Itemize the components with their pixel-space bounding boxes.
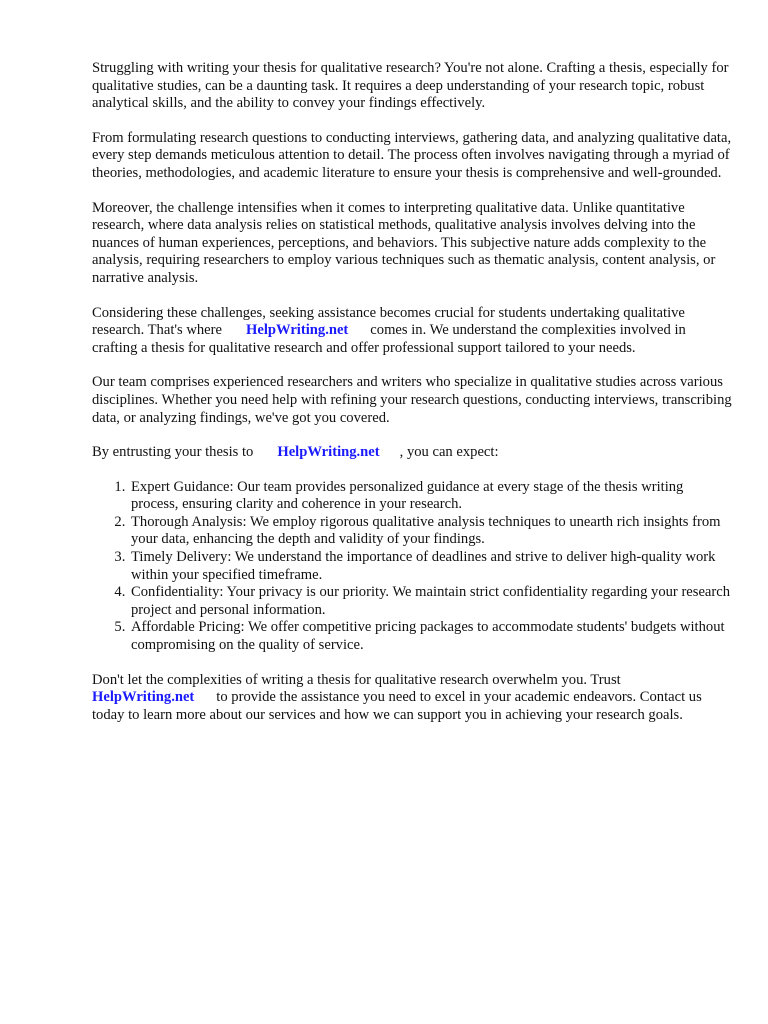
list-item: 5. Affordable Pricing: We offer competitive pricing packages to accommodate students' budgets without compromising on the quality of service. — [129, 619, 732, 654]
document-body — [92, 60, 732, 741]
paragraph-entrusting-text-end: , you can expect: — [399, 444, 499, 461]
helpwriting-link[interactable]: HelpWriting.net — [277, 444, 380, 461]
paragraph-challenge: Moreover, the challenge intensifies when it comes to interpreting qualitative data. Unlike quantitative research, where data analysis relies on statistical methods, qualitative analysis involves delving into the nuances of human experiences, perceptions, and behaviors. This subjective nature adds complexity to the analysis, requiring researchers to employ various techniques such as thematic analysis, content analysis, or narrative analysis. — [92, 199, 716, 286]
paragraph-entrusting-text-start: By entrusting your thesis to — [92, 444, 254, 461]
paragraph-entrusting — [92, 444, 732, 462]
paragraph-assistance-text-end: comes in. We understand the complexities involved in crafting a thesis for qualitative research and offer professional support tailored to your needs. — [92, 322, 686, 356]
paragraph-assistance — [92, 305, 732, 358]
helpwriting-link[interactable]: HelpWriting.net — [246, 322, 349, 339]
helpwriting-link[interactable]: HelpWriting.net — [92, 689, 195, 706]
list-item: 3. Timely Delivery: We understand the importance of deadlines and strive to deliver high-quality work within your specified timeframe. — [129, 549, 732, 584]
benefits-list — [92, 479, 732, 655]
paragraph-assistance-text-start: Considering these challenges, seeking assistance becomes crucial for students undertaking qualitative research. That's where — [92, 304, 685, 339]
paragraph-process: From formulating research questions to conducting interviews, gathering data, and analyzing qualitative data, every step demands meticulous attention to detail. The process often involves navigating through a myriad of theories, methodologies, and academic literature to ensure your thesis is comprehensive and well-grounded. — [92, 129, 732, 181]
paragraph-closing — [92, 672, 732, 725]
paragraph-closing-text-start: Don't let the complexities of writing a thesis for qualitative research overwhelm you. Trust — [92, 671, 621, 688]
paragraph-intro: Struggling with writing your thesis for qualitative research? You're not alone. Crafting a thesis, especially for qualitative studies, can be a daunting task. It requires a deep understanding of your research topic, robust analytical skills, and the ability to convey your findings effectively. — [92, 60, 729, 112]
list-item: 2. Thorough Analysis: We employ rigorous qualitative analysis techniques to unearth rich insights from your data, enhancing the depth and validity of your findings. — [129, 514, 732, 549]
paragraph-team: Our team comprises experienced researchers and writers who specialize in qualitative studies across various disciplines. Whether you need help with refining your research questions, conducting interviews, transcribing data, or analyzing findings, we've got you covered. — [92, 374, 732, 426]
paragraph-closing-text-end: to provide the assistance you need to excel in your academic endeavors. Contact us today to learn more about our services and how we can support you in achieving your research goals. — [92, 689, 702, 723]
list-item: 1. Expert Guidance: Our team provides personalized guidance at every stage of the thesis writing process, ensuring clarity and coherence in your research. — [129, 479, 732, 514]
list-item: 4. Confidentiality: Your privacy is our priority. We maintain strict confidentiality regarding your research project and personal information. — [129, 584, 732, 619]
